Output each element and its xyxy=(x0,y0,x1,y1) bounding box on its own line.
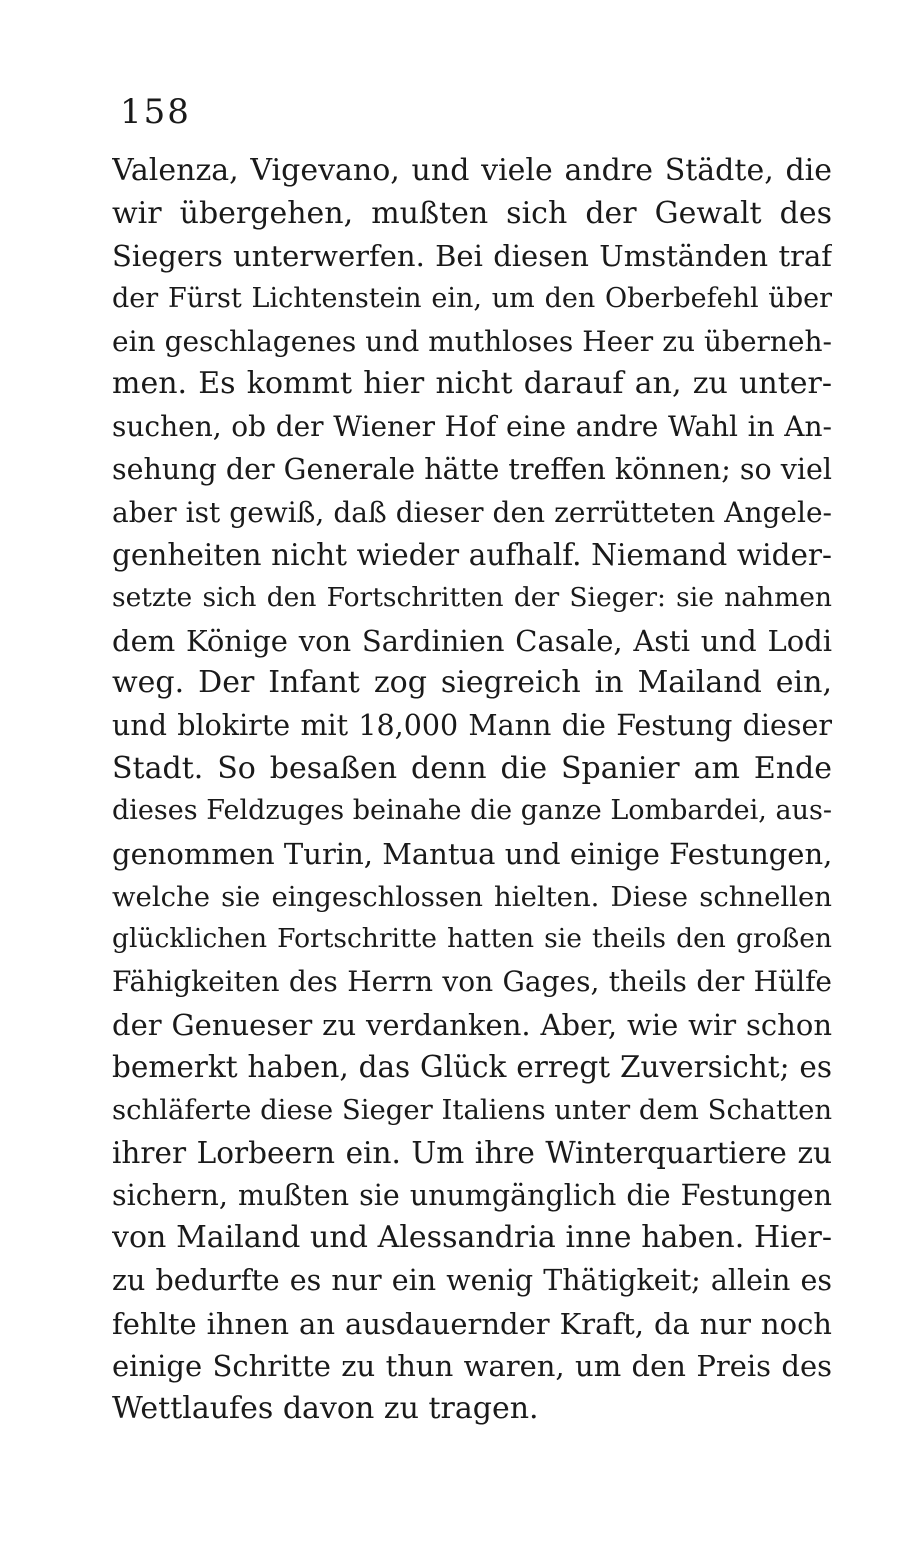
text-line: sehung der Generale hätte treffen können; so viel xyxy=(112,452,832,486)
text-line: glücklichen Fortschritte hatten sie theils den großen xyxy=(112,923,832,955)
text-line: Stadt. So besaßen denn die Spanier am Ende xyxy=(112,750,832,786)
text-line: genheiten nicht wieder aufhalf. Niemand wider- xyxy=(112,538,832,573)
text-line: zu bedurfte es nur ein wenig Thätigkeit; allein es xyxy=(112,1263,832,1297)
text-line: wir übergehen, mußten sich der Gewalt des xyxy=(112,195,832,231)
text-line: genommen Turin, Mantua und einige Festungen, xyxy=(112,837,832,871)
text-line: und blokirte mit 18,000 Mann die Festung dieser xyxy=(112,708,832,742)
text-line: fehlte ihnen an ausdauernder Kraft, da nur noch xyxy=(112,1306,832,1341)
text-line: von Mailand und Alessandria inne haben. Hier- xyxy=(112,1220,832,1256)
text-line: Valenza, Vigevano, und viele andre Städte, die xyxy=(112,153,832,188)
text-line: ein geschlagenes und muthloses Heer zu überneh- xyxy=(112,324,832,358)
body-text xyxy=(112,150,832,1431)
text-line: men. Es kommt hier nicht darauf an, zu unter- xyxy=(112,366,832,402)
text-line: Wettlaufes davon zu tragen. xyxy=(112,1390,539,1426)
text-line: sichern, mußten sie unumgänglich die Festungen xyxy=(112,1178,832,1212)
text-line: dieses Feldzuges beinahe die ganze Lombardei, aus- xyxy=(112,795,832,827)
text-line: dem Könige von Sardinien Casale, Asti und Lodi xyxy=(112,623,832,658)
text-line: der Fürst Lichtenstein ein, um den Oberbefehl über xyxy=(112,283,832,315)
text-line: ihrer Lorbeern ein. Um ihre Winterquartiere zu xyxy=(112,1135,832,1170)
page-number: 158 xyxy=(120,92,191,132)
text-line: einige Schritte zu thun waren, um den Preis des xyxy=(112,1349,832,1384)
text-line: welche sie eingeschlossen hielten. Diese schnellen xyxy=(112,880,832,913)
text-line: aber ist gewiß, daß dieser den zerrütteten Angele- xyxy=(112,495,832,529)
text-line: bemerkt haben, das Glück erregt Zuversicht; es xyxy=(112,1050,832,1085)
text-line: weg. Der Infant zog siegreich in Mailand ein, xyxy=(112,665,832,701)
text-line: schläferte diese Sieger Italiens unter dem Schatten xyxy=(112,1094,832,1127)
text-line: Fähigkeiten des Herrn von Gages, theils der Hülfe xyxy=(112,965,832,999)
text-line: suchen, ob der Wiener Hof eine andre Wahl in An- xyxy=(112,410,832,444)
text-line: Siegers unterwerfen. Bei diesen Umständen traf xyxy=(112,239,832,274)
text-line: setzte sich den Fortschritten der Sieger: sie nahmen xyxy=(112,581,832,613)
text-line: der Genueser zu verdanken. Aber, wie wir schon xyxy=(112,1007,832,1042)
